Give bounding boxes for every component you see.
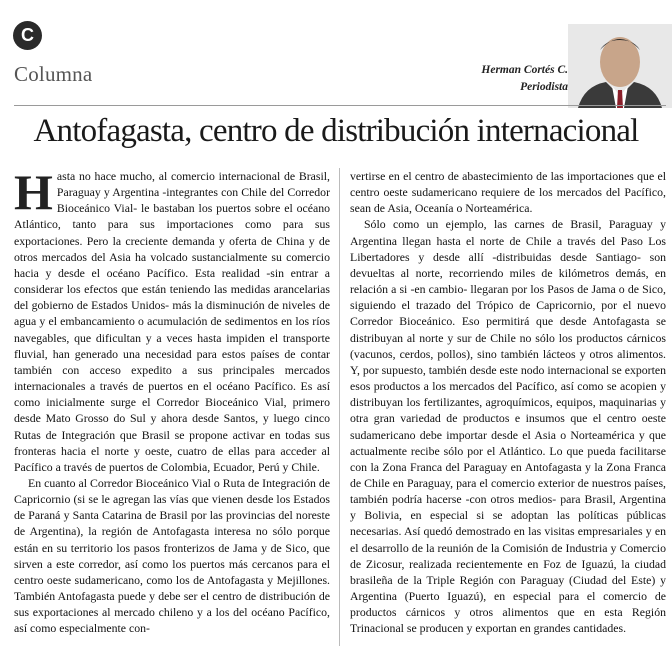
header-rule: [14, 105, 666, 106]
section-label: Columna: [14, 62, 93, 86]
paragraph: En cuanto al Corredor Bioceánico Vial o Ruta de Integración de Capricornio (si se le agregan las vías que vienen desde los Estados de Paraná y Santa Catarina de Brasil por las provincias del noreste de Argentina), la región de Antofagasta interesa no sólo porque están en su territorio los pasos fronterizos de Jama y de Sico, que sirven a este corredor, así como los puertos más cercanos para el centro oeste sudamericano, como los de Antofagasta y Mejillones. También Antofagasta puede y debe ser el centro de distribución de sus exportaciones al mercado chileno y a los del océano Pacífico, así como especialmente con-: [14, 475, 330, 636]
column-badge-letter: C: [21, 25, 34, 45]
paragraph: vertirse en el centro de abastecimiento de las importaciones que el centro oeste sudamericano requiere de los mercados del Pacífico, sean de Asia, Oceanía o Norteamérica.: [350, 169, 666, 216]
author-portrait-icon: [568, 24, 672, 108]
article-column-2: [350, 168, 666, 648]
author-role: Periodista: [520, 81, 568, 93]
paragraph: Hasta no hace mucho, al comercio internacional de Brasil, Paraguay y Argentina -integrantes con Chile del Corredor Bioceánico Vial- le bastaban los puertos sobre el océano Atlántico, tanto para sus importaciones como para sus exportaciones. Pero la creciente demanda y oferta de China y de otros mercados del Asia ha volcado sustancialmente su comercio hacia y desde el océano Pacífico. Esta realidad -sin entrar a considerar los efectos que están teniendo las medidas arancelarias del gobierno de Estados Unidos- más la disminución de niveles de agua y el embancamiento o acumulación de sedimentos en los ríos navegables, que dificultan y a veces hasta impiden el transporte fluvial, han generado una necesidad para estos países de contar también con acceso expedito a sus principales mercados internacionales a través de puertos en el océano Pacífico. Es así como inicialmente surge el Corredor Bioceánico Vial, primero desde Mato Grosso do Sul y ahora desde Santos, y luego cinco Rutas de Integración que Brasil se propone activar en todas sus fronteras hacia el norte y oeste, cuatro de ellas para acceder al Pacífico a través de puertos de Colombia, Ecuador, Perú y Chile.: [14, 168, 330, 474]
column-badge: [13, 21, 42, 50]
article-body: [14, 168, 666, 648]
drop-cap: H: [14, 168, 53, 220]
paragraph: Sólo como un ejemplo, las carnes de Brasil, Paraguay y Argentina llegan hasta el norte de Chile a través del Paso Los Libertadores y desde allí -distribuidas desde Santiago- son devueltas al norte, recorriendo miles de kilómetros demás, en relación a si -en cambio- llegaran por los Pasos de Jama o de Sico, siguiendo el trazado del Trópico de Capricornio, por el nuevo Corredor Bioceánico. Eso permitirá que desde Antofagasta se distribuyan al norte y sur de Chile no sólo los productos cárnicos (vacunos, cerdos, pollos), sino también lácteos y otros alimentos. Y, por supuesto, también desde este nodo internacional se exporten esos productos a los mercados del Pacífico, así como se acopien y distribuyan los fertilizantes, agroquímicos, equipos, maquinarias y otra gran variedad de productos e insumos que el centro oeste sudamericano debe importar desde el Asia o Norteamérica y que actualmente recibe sólo por el Atlántico. Lo que pueda facilitarse con la Zona Franca del Paraguay en Antofagasta y la Zona Franca de Chile en Paraguay, para el comercio exterior de nuestros países, también podría hacerse -con otros medios- para Brasil, Argentina y Bolivia, en especial si se adoptan las políticas públicas necesarias. Así quedó demostrado en las visitas empresariales y en el desarrollo de la reunión de la Comisión de Industria y Comercio de Zicosur, realizada recientemente en Foz de Iguazú, la ciudad brasileña de la Triple Región con Paraguay (Ciudad del Este) y Argentina (Puerto Iguazú), en especial para el comercio de productos cárnicos y otros alimentos que en esta Región Trinacional se producen y exportan en grandes cantidades.: [350, 217, 666, 636]
author-name: Herman Cortés C.: [481, 64, 568, 76]
author-photo: [568, 24, 672, 108]
author-byline: [481, 62, 568, 96]
article-column-1: [14, 168, 330, 648]
article-headline: Antofagasta, centro de distribución internacional: [33, 113, 639, 149]
